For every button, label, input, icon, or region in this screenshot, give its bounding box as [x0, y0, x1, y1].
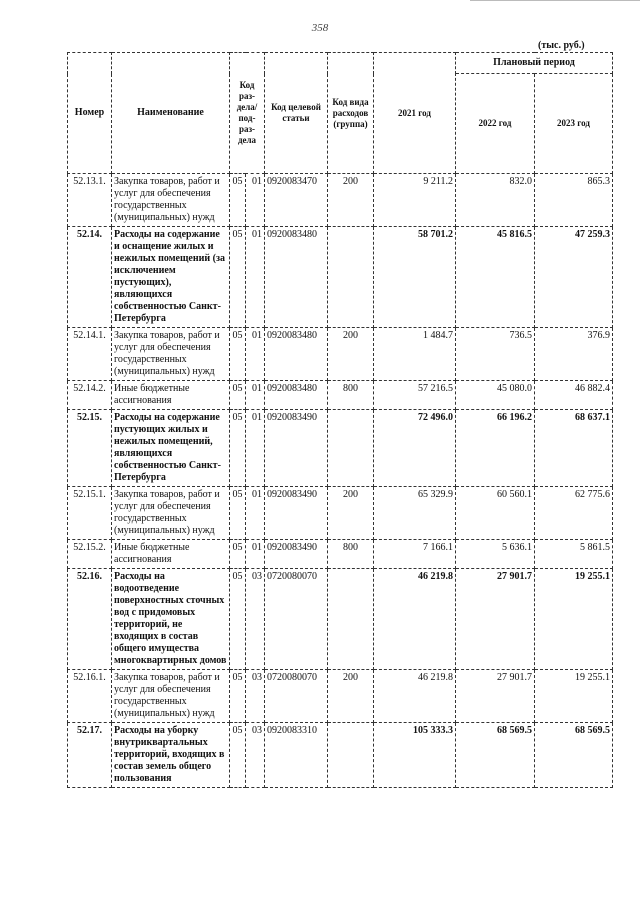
row-target-code: 0920083480 [265, 328, 328, 381]
row-value-2023: 62 775.6 [535, 487, 613, 540]
row-value-2023: 68 637.1 [535, 410, 613, 487]
row-target-code: 0920083310 [265, 723, 328, 788]
row-section: 05 [230, 174, 246, 227]
row-value-2023: 19 255.1 [535, 670, 613, 723]
header-planned-period: Плановый период [456, 53, 613, 74]
table-row [68, 670, 613, 723]
top-rule [470, 0, 640, 1]
row-name: Иные бюджетные ассигнования [112, 381, 230, 410]
table-row [68, 174, 613, 227]
row-subsection: 01 [246, 381, 265, 410]
header-year-2022: 2022 год [456, 74, 535, 174]
row-expense-type [328, 723, 374, 788]
row-expense-type: 800 [328, 381, 374, 410]
header-name: Наименование [112, 53, 230, 174]
row-target-code: 0720080070 [265, 569, 328, 670]
row-expense-type: 800 [328, 540, 374, 569]
row-number: 52.17. [68, 723, 112, 788]
row-value-2021: 46 219.8 [374, 670, 456, 723]
row-value-2021: 7 166.1 [374, 540, 456, 569]
row-name: Закупка товаров, работ и услуг для обеспечения государственных (муниципальных) нужд [112, 174, 230, 227]
row-target-code: 0920083490 [265, 487, 328, 540]
row-value-2022: 68 569.5 [456, 723, 535, 788]
row-expense-type: 200 [328, 328, 374, 381]
row-number: 52.14. [68, 227, 112, 328]
row-section: 05 [230, 328, 246, 381]
row-name: Расходы на содержание пустующих жилых и нежилых помещений, являющихся собственностью Санкт-Петербурга [112, 410, 230, 487]
row-value-2022: 27 901.7 [456, 670, 535, 723]
row-expense-type: 200 [328, 670, 374, 723]
row-value-2023: 865.3 [535, 174, 613, 227]
row-target-code: 0920083480 [265, 227, 328, 328]
row-value-2023: 46 882.4 [535, 381, 613, 410]
row-name: Закупка товаров, работ и услуг для обеспечения государственных (муниципальных) нужд [112, 328, 230, 381]
row-value-2021: 1 484.7 [374, 328, 456, 381]
table-row [68, 723, 613, 788]
row-section: 05 [230, 227, 246, 328]
row-section: 05 [230, 540, 246, 569]
row-value-2021: 46 219.8 [374, 569, 456, 670]
row-value-2021: 105 333.3 [374, 723, 456, 788]
row-expense-type: 200 [328, 174, 374, 227]
row-number: 52.13.1. [68, 174, 112, 227]
row-value-2022: 27 901.7 [456, 569, 535, 670]
row-section: 05 [230, 410, 246, 487]
row-subsection: 01 [246, 410, 265, 487]
header-number: Номер [68, 53, 112, 174]
row-number: 52.16. [68, 569, 112, 670]
row-subsection: 01 [246, 227, 265, 328]
header-section: Код раз-дела/ под-раз-дела [230, 53, 265, 174]
row-section: 05 [230, 381, 246, 410]
row-target-code: 0920083490 [265, 540, 328, 569]
row-number: 52.14.1. [68, 328, 112, 381]
table-row [68, 487, 613, 540]
row-name: Расходы на уборку внутриквартальных территорий, входящих в состав земель общего пользования [112, 723, 230, 788]
row-name: Расходы на содержание и оснащение жилых и нежилых помещений (за исключением пустующих), являющихся собственностью Санкт-Петербурга [112, 227, 230, 328]
row-subsection: 01 [246, 540, 265, 569]
row-section: 05 [230, 670, 246, 723]
row-value-2023: 19 255.1 [535, 569, 613, 670]
row-value-2023: 68 569.5 [535, 723, 613, 788]
row-subsection: 03 [246, 670, 265, 723]
row-expense-type [328, 410, 374, 487]
row-section: 05 [230, 487, 246, 540]
row-name: Иные бюджетные ассигнования [112, 540, 230, 569]
table-row [68, 227, 613, 328]
row-name: Закупка товаров, работ и услуг для обеспечения государственных (муниципальных) нужд [112, 487, 230, 540]
row-number: 52.14.2. [68, 381, 112, 410]
row-target-code: 0720080070 [265, 670, 328, 723]
row-expense-type: 200 [328, 487, 374, 540]
row-subsection: 01 [246, 487, 265, 540]
row-number: 52.15.1. [68, 487, 112, 540]
header-year-2023: 2023 год [535, 74, 613, 174]
row-value-2021: 9 211.2 [374, 174, 456, 227]
row-value-2021: 58 701.2 [374, 227, 456, 328]
row-value-2023: 5 861.5 [535, 540, 613, 569]
row-subsection: 03 [246, 569, 265, 670]
table-row [68, 328, 613, 381]
row-section: 05 [230, 723, 246, 788]
table-header [68, 53, 613, 174]
header-expense-type: Код вида расходов (группа) [328, 53, 374, 174]
row-name: Закупка товаров, работ и услуг для обеспечения государственных (муниципальных) нужд [112, 670, 230, 723]
row-value-2021: 57 216.5 [374, 381, 456, 410]
page-number: 358 [311, 22, 329, 34]
table-body [68, 174, 613, 788]
row-number: 52.15.2. [68, 540, 112, 569]
row-value-2022: 5 636.1 [456, 540, 535, 569]
row-value-2022: 45 816.5 [456, 227, 535, 328]
row-target-code: 0920083480 [265, 381, 328, 410]
row-name: Расходы на водоотведение поверхностных сточных вод с придомовых территорий, не входящих в состав общего имущества многоквартирных домов [112, 569, 230, 670]
row-value-2023: 376.9 [535, 328, 613, 381]
row-expense-type [328, 569, 374, 670]
row-value-2022: 60 560.1 [456, 487, 535, 540]
row-target-code: 0920083470 [265, 174, 328, 227]
table-row [68, 381, 613, 410]
row-subsection: 03 [246, 723, 265, 788]
table-row [68, 410, 613, 487]
row-target-code: 0920083490 [265, 410, 328, 487]
row-value-2021: 65 329.9 [374, 487, 456, 540]
row-number: 52.15. [68, 410, 112, 487]
budget-table [67, 52, 613, 788]
row-number: 52.16.1. [68, 670, 112, 723]
row-value-2021: 72 496.0 [374, 410, 456, 487]
row-value-2022: 66 196.2 [456, 410, 535, 487]
table-row [68, 569, 613, 670]
units-label: (тыс. руб.) [538, 40, 585, 51]
header-target-article: Код целевой статьи [265, 53, 328, 174]
row-section: 05 [230, 569, 246, 670]
row-value-2022: 736.5 [456, 328, 535, 381]
row-value-2023: 47 259.3 [535, 227, 613, 328]
table-row [68, 540, 613, 569]
row-value-2022: 45 080.0 [456, 381, 535, 410]
row-subsection: 01 [246, 328, 265, 381]
row-expense-type [328, 227, 374, 328]
row-subsection: 01 [246, 174, 265, 227]
header-year-2021: 2021 год [374, 53, 456, 174]
row-value-2022: 832.0 [456, 174, 535, 227]
